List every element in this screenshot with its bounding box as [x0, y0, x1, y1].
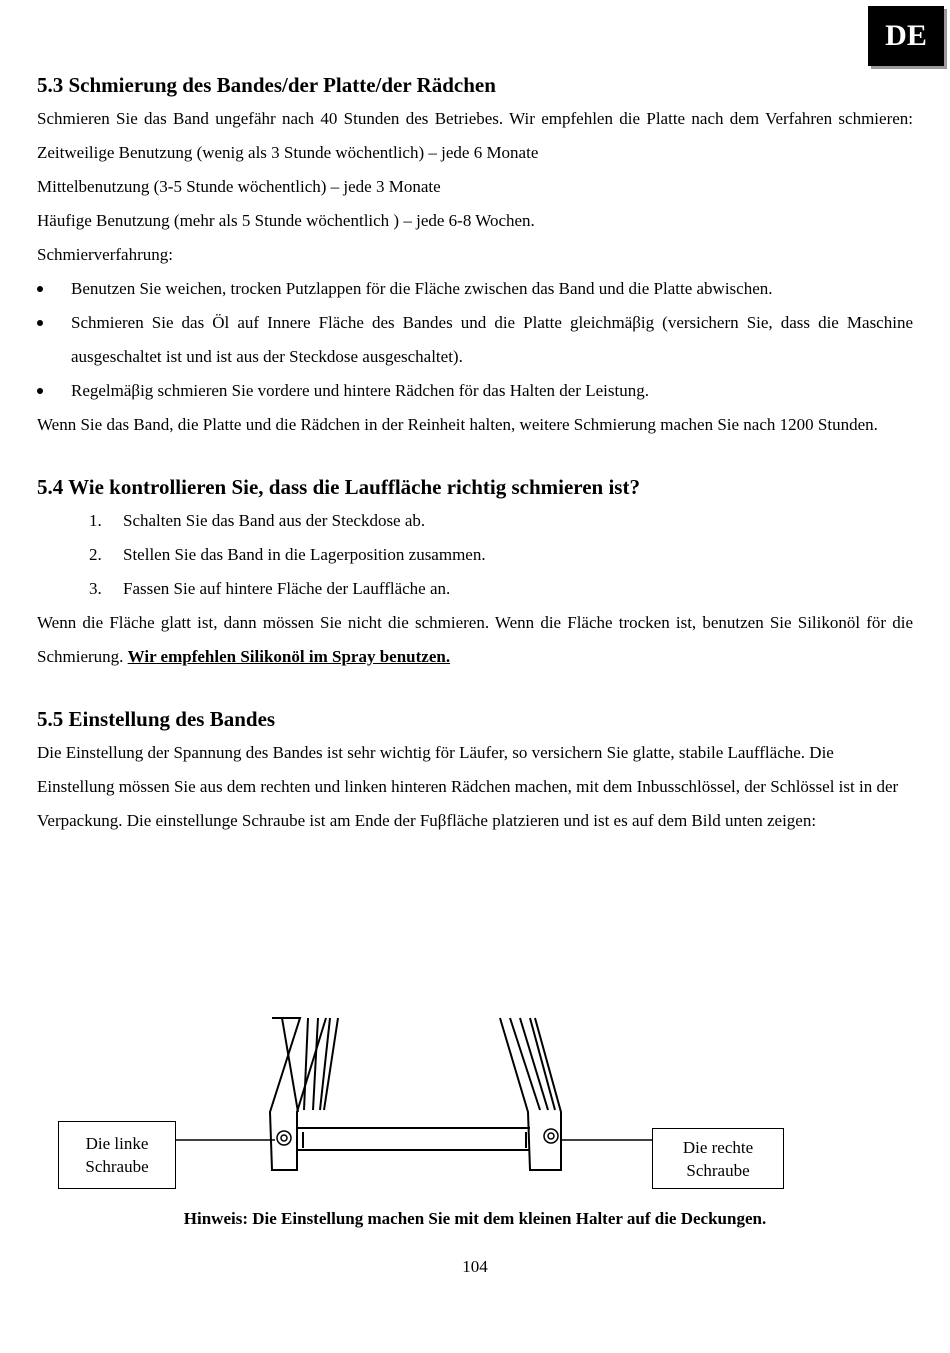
emphasis-text: Wir empfehlen Silikonöl im Spray benutzen. [127, 647, 451, 666]
note-text: Hinweis: Die Einstellung machen Sie mit dem kleinen Halter auf die Deckungen. [183, 1209, 767, 1228]
right-screw-callout [652, 1128, 784, 1189]
callout-line: Schraube [85, 1157, 149, 1176]
list-item: Schmieren Sie das Öl auf Innere Fläche des Bandes und die Platte gleichmäβig (versichern Sie, dass die Maschine ausgeschaltet ist und ist aus der Steckdose ausgeschaltet). [37, 306, 913, 374]
paragraph: Die Einstellung der Spannung des Bandes ist sehr wichtig för Läufer, so versichern Sie glatte, stabile Lauffläche. Die Einstellung mössen Sie aus dem rechten und linken hinteren Rädchen machen, mit dem Inbusschlössel, der Schlössel ist in der Verpackung. Die einstellunge Schraube ist am Ende der Fuβfläche platzieren und ist es auf dem Bild unten zeigen: [37, 743, 899, 830]
list-item: Benutzen Sie weichen, trocken Putzlappen för die Fläche zwischen das Band und die Platte abwischen. [37, 272, 913, 306]
step-number: 2. [89, 545, 102, 564]
section-5-4 [37, 470, 913, 674]
step-number: 1. [89, 511, 102, 530]
callout-line: Schraube [686, 1160, 750, 1180]
list-item [37, 504, 913, 538]
left-screw-callout [58, 1121, 176, 1189]
section-title: 5.3 Schmierung des Bandes/der Platte/der Rädchen [37, 73, 496, 97]
bullet-list [37, 272, 913, 408]
paragraph-text: Wenn die Fläche glatt ist, dann mössen Sie nicht die schmieren. Wenn die Fläche trocken ist, benutzen Sie Silikonöl för die Schmierung. [37, 613, 913, 666]
list-item [37, 572, 913, 606]
paragraph: Mittelbenutzung (3-5 Stunde wöchentlich) – jede 3 Monate [37, 177, 441, 196]
step-text: Stellen Sie das Band in die Lagerposition zusammen. [123, 545, 486, 564]
section-title: 5.4 Wie kontrollieren Sie, dass die Lauffläche richtig schmieren ist? [37, 475, 640, 499]
section-title: 5.5 Einstellung des Bandes [37, 707, 276, 731]
callout-line: Die linke [85, 1134, 149, 1153]
numbered-list [37, 504, 913, 606]
section-5-3 [37, 68, 913, 442]
page-number: 104 [462, 1257, 488, 1276]
step-text: Schalten Sie das Band aus der Steckdose ab. [123, 511, 426, 530]
list-item: Regelmäβig schmieren Sie vordere und hintere Rädchen för das Halten der Leistung. [37, 374, 913, 408]
paragraph [37, 606, 913, 674]
page-content [37, 68, 913, 838]
language-badge: DE [868, 6, 944, 66]
belt-adjustment-diagram [0, 1010, 950, 1200]
paragraph: Schmierverfahrung: [37, 245, 173, 264]
right-screw-icon [544, 1129, 558, 1143]
paragraph: Häufige Benutzung (mehr als 5 Stunde wöchentlich ) – jede 6-8 Wochen. [37, 211, 535, 230]
callout-line: Die rechte [682, 1137, 754, 1157]
paragraph: Wenn Sie das Band, die Platte und die Rädchen in der Reinheit halten, weitere Schmierung machen Sie nach 1200 Stunden. [37, 415, 878, 434]
paragraph: Schmieren Sie das Band ungefähr nach 40 Stunden des Betriebes. Wir empfehlen die Platte nach dem Verfahren schmieren: Zeitweilige Benutzung (wenig als 3 Stunde wöchentlich) – jede 6 Monate [37, 109, 913, 162]
step-number: 3. [89, 579, 102, 598]
left-screw-icon [277, 1131, 291, 1145]
list-item [37, 538, 913, 572]
step-text: Fassen Sie auf hintere Fläche der Lauffläche an. [123, 579, 451, 598]
section-5-5 [37, 702, 913, 838]
